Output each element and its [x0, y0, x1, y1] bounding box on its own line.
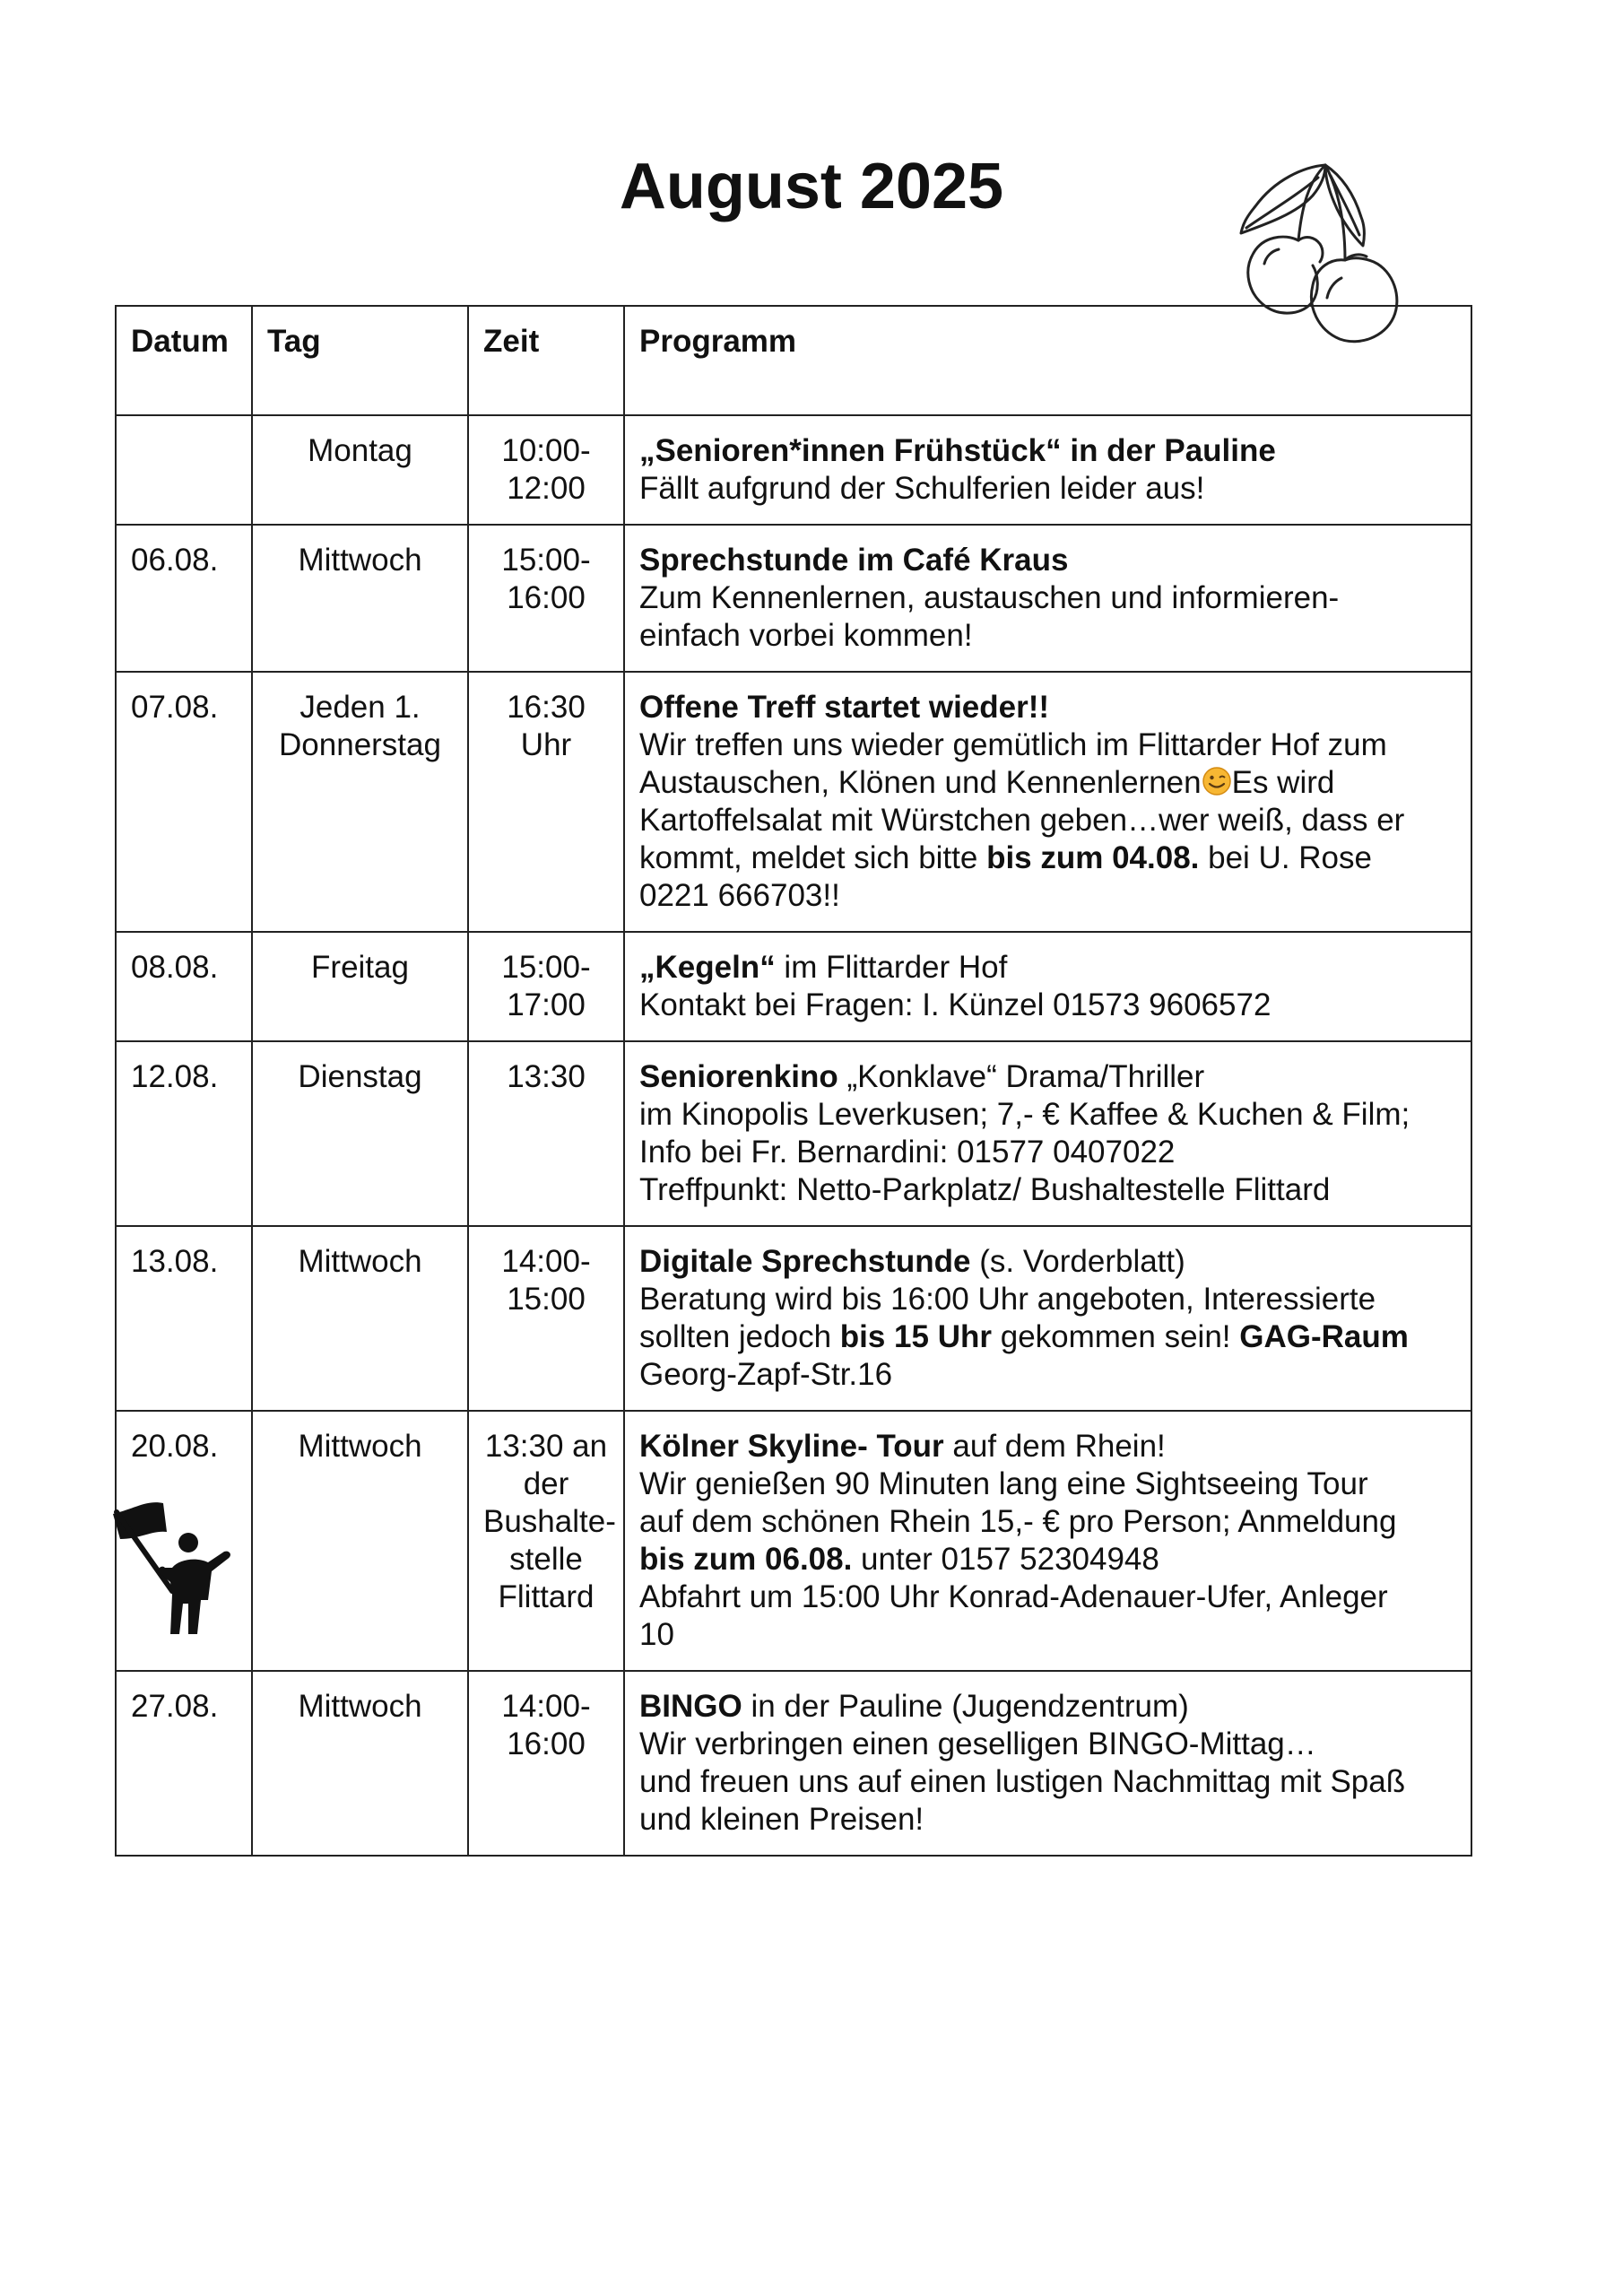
programm-text: kommt, meldet sich bitte [639, 840, 987, 875]
programm-text: Kontakt bei Fragen: I. Künzel 01573 9606572 [639, 987, 1271, 1022]
zeit-line: der [523, 1466, 569, 1501]
cell-zeit [468, 525, 624, 672]
cell-tag: Mittwoch [252, 1671, 468, 1856]
zeit-line: 16:30 Uhr [507, 690, 586, 762]
programm-text: sollten jedoch [639, 1319, 840, 1354]
programm-line [639, 432, 1456, 470]
cell-datum: 12.08. [116, 1041, 252, 1226]
cell-tag: Freitag [252, 932, 468, 1041]
programm-text: einfach vorbei kommen! [639, 618, 973, 653]
table-row [116, 1411, 1471, 1671]
programm-text-bold: bis zum 06.08. [639, 1542, 853, 1577]
programm-line [639, 689, 1456, 726]
programm-line [639, 1428, 1456, 1465]
programm-line [639, 579, 1456, 617]
page-title: August 2025 [619, 151, 1004, 222]
cell-datum: 20.08. [116, 1411, 252, 1671]
table-header-row [116, 306, 1471, 415]
programm-line [639, 726, 1456, 764]
programm-line [639, 1503, 1456, 1541]
programm-text-bold: Sprechstunde im Café Kraus [639, 543, 1069, 578]
programm-text: Georg-Zapf-Str.16 [639, 1357, 893, 1392]
programm-line [639, 1465, 1456, 1503]
zeit-line: stelle [509, 1542, 583, 1577]
cell-datum: 06.08. [116, 525, 252, 672]
zeit-line: 14:00- [501, 1244, 591, 1279]
zeit-line: 17:00 [507, 987, 586, 1022]
programm-text: gekommen sein! [992, 1319, 1240, 1354]
programm-text-bold: Seniorenkino [639, 1059, 838, 1094]
programm-line [639, 802, 1456, 839]
cell-zeit [468, 932, 624, 1041]
programm-line [639, 1356, 1456, 1394]
programm-text: Zum Kennenlernen, austauschen und informieren- [639, 580, 1340, 615]
programm-line [639, 1616, 1456, 1654]
programm-line [639, 1688, 1456, 1726]
cell-programm [624, 415, 1471, 525]
zeit-line: 10:00- [501, 433, 591, 468]
cell-programm [624, 1671, 1471, 1856]
zeit-line: 15:00 [507, 1282, 586, 1317]
table-row [116, 525, 1471, 672]
programm-text: und freuen uns auf einen lustigen Nachmittag mit Spaß [639, 1764, 1406, 1799]
cell-tag: Mittwoch [252, 525, 468, 672]
programm-text: Wir verbringen einen geselligen BINGO-Mittag… [639, 1726, 1316, 1761]
programm-text: Wir treffen uns wieder gemütlich im Flittarder Hof zum [639, 727, 1387, 762]
programm-text-bold: Digitale Sprechstunde [639, 1244, 971, 1279]
programm-text: (s. Vorderblatt) [970, 1244, 1185, 1279]
programm-line [639, 617, 1456, 655]
programm-text-bold: GAG-Raum [1239, 1319, 1409, 1354]
programm-text: bei U. Rose [1199, 840, 1372, 875]
programm-line [639, 1058, 1456, 1096]
cell-zeit [468, 415, 624, 525]
header-programm: Programm [624, 306, 1471, 415]
programm-line [639, 1281, 1456, 1318]
cell-programm [624, 1411, 1471, 1671]
zeit-line: Bushalte- [483, 1504, 616, 1539]
zeit-line: 12:00 [507, 471, 586, 506]
cell-datum: 13.08. [116, 1226, 252, 1411]
cell-datum: 07.08. [116, 672, 252, 932]
programm-text: in der Pauline (Jugendzentrum) [742, 1689, 1189, 1724]
table-row [116, 1041, 1471, 1226]
programm-line [639, 1541, 1456, 1578]
programm-line [639, 987, 1456, 1024]
schedule-table [115, 305, 1472, 1857]
cell-zeit [468, 1226, 624, 1411]
programm-text: unter 0157 52304948 [852, 1542, 1159, 1577]
smiley-icon [1202, 765, 1232, 800]
programm-text: Abfahrt um 15:00 Uhr Konrad-Adenauer-Ufer, Anleger [639, 1579, 1388, 1614]
programm-line [639, 1801, 1456, 1839]
cell-datum: 27.08. [116, 1671, 252, 1856]
cell-programm [624, 1041, 1471, 1226]
table-row [116, 415, 1471, 525]
table-row [116, 672, 1471, 932]
programm-line [639, 1726, 1456, 1763]
zeit-line: 15:00- [501, 950, 591, 985]
header-datum: Datum [116, 306, 252, 415]
programm-text-bold: Kölner Skyline- Tour [639, 1429, 944, 1464]
programm-text: 10 [639, 1617, 674, 1652]
programm-line [639, 1134, 1456, 1171]
programm-text: Austauschen, Klönen und Kennenlernen [639, 765, 1202, 800]
cell-datum [116, 415, 252, 525]
cell-tag: Jeden 1. Donnerstag [252, 672, 468, 932]
cell-tag: Dienstag [252, 1041, 468, 1226]
cell-tag: Mittwoch [252, 1411, 468, 1671]
zeit-line: 13:30 [507, 1059, 586, 1094]
table-row [116, 1226, 1471, 1411]
programm-line [639, 1763, 1456, 1801]
cell-zeit [468, 672, 624, 932]
table-row [116, 1671, 1471, 1856]
zeit-line: 14:00- [501, 1689, 591, 1724]
programm-line [639, 1243, 1456, 1281]
programm-text: Kartoffelsalat mit Würstchen geben…wer weiß, dass er [639, 803, 1405, 838]
programm-line [639, 1578, 1456, 1616]
programm-text: auf dem Rhein! [943, 1429, 1166, 1464]
table-row [116, 932, 1471, 1041]
zeit-line: 16:00 [507, 580, 586, 615]
cell-zeit [468, 1671, 624, 1856]
zeit-line: 16:00 [507, 1726, 586, 1761]
programm-text-bold: BINGO [639, 1689, 742, 1724]
cell-programm [624, 525, 1471, 672]
programm-text-bold: „Kegeln“ [639, 950, 776, 985]
programm-text-bold: bis zum 04.08. [986, 840, 1200, 875]
cell-tag: Mittwoch [252, 1226, 468, 1411]
zeit-line: Flittard [498, 1579, 595, 1614]
programm-text: im Flittarder Hof [775, 950, 1008, 985]
programm-text-bold: bis 15 Uhr [839, 1319, 992, 1354]
header-tag: Tag [252, 306, 468, 415]
programm-text-bold: „Senioren*innen Frühstück“ in der Pauline [639, 433, 1276, 468]
flag-person-icon [108, 1500, 238, 1643]
programm-line [639, 1096, 1456, 1134]
programm-line [639, 949, 1456, 987]
programm-text: und kleinen Preisen! [639, 1802, 924, 1837]
cell-programm [624, 672, 1471, 932]
cell-zeit [468, 1411, 624, 1671]
programm-text: im Kinopolis Leverkusen; 7,- € Kaffee & Kuchen & Film; [639, 1097, 1410, 1132]
programm-text: Wir genießen 90 Minuten lang eine Sightseeing Tour [639, 1466, 1368, 1501]
programm-text: „Konklave“ Drama/Thriller [838, 1059, 1205, 1094]
cell-tag: Montag [252, 415, 468, 525]
programm-text: Fällt aufgrund der Schulferien leider aus! [639, 471, 1205, 506]
programm-text: Beratung wird bis 16:00 Uhr angeboten, Interessierte [639, 1282, 1376, 1317]
programm-line [639, 877, 1456, 915]
programm-line [639, 542, 1456, 579]
programm-line [639, 1171, 1456, 1209]
programm-text: Treffpunkt: Netto-Parkplatz/ Bushaltestelle Flittard [639, 1172, 1331, 1207]
cell-datum: 08.08. [116, 932, 252, 1041]
programm-text: 0221 666703!! [639, 878, 840, 913]
programm-text: Es wird [1231, 765, 1335, 800]
cell-programm [624, 932, 1471, 1041]
programm-text-bold: Offene Treff startet wieder!! [639, 690, 1050, 725]
programm-text: auf dem schönen Rhein 15,- € pro Person; Anmeldung [639, 1504, 1397, 1539]
zeit-line: 15:00- [501, 543, 591, 578]
cell-zeit [468, 1041, 624, 1226]
zeit-line: 13:30 an [484, 1429, 608, 1464]
header-zeit: Zeit [468, 306, 624, 415]
programm-line [639, 764, 1456, 802]
programm-line [639, 1318, 1456, 1356]
programm-line [639, 839, 1456, 877]
cell-programm [624, 1226, 1471, 1411]
programm-text: Info bei Fr. Bernardini: 01577 0407022 [639, 1135, 1176, 1170]
table-body [116, 415, 1471, 1856]
programm-line [639, 470, 1456, 508]
